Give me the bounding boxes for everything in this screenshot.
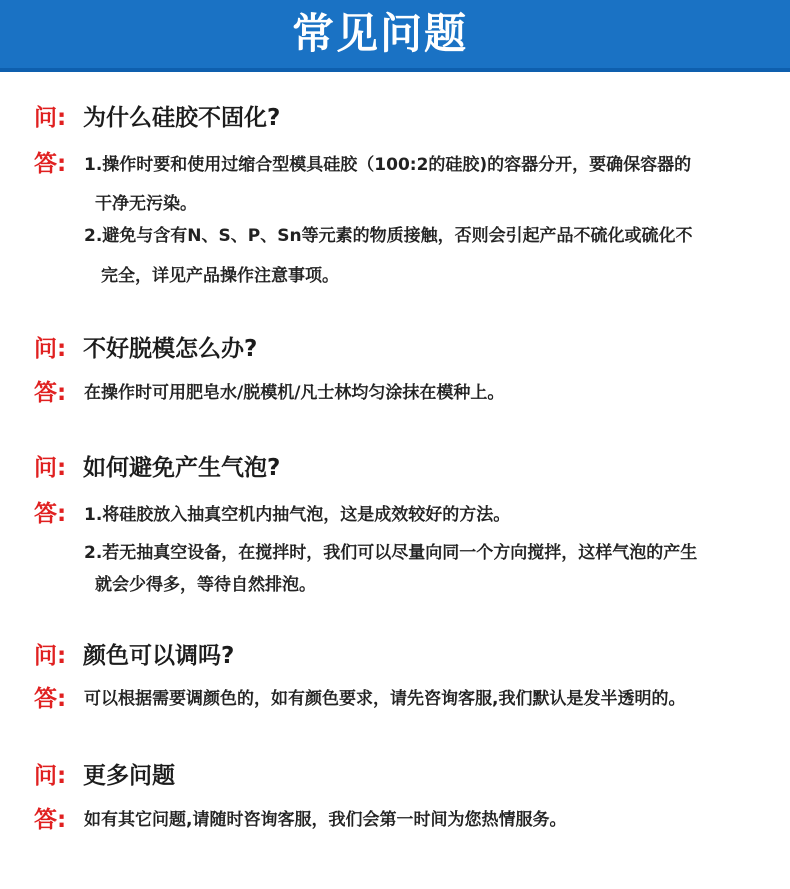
- question-label: 问:: [34, 336, 67, 362]
- answer-label: 答:: [34, 686, 67, 712]
- question-label: 问:: [34, 763, 67, 789]
- answer-line: 2.若无抽真空设备，在搅拌时，我们可以尽量向同一个方向搅拌，这样气泡的产生: [84, 543, 698, 563]
- answer-label: 答:: [34, 151, 67, 177]
- answer-line: 干净无污染。: [95, 194, 197, 214]
- answer-line: 在操作时可用肥皂水/脱模机/凡士林均匀涂抹在模种上。: [84, 383, 505, 403]
- page-header: [0, 0, 790, 72]
- answer-label: 答:: [34, 380, 67, 406]
- question-label: 问:: [34, 643, 67, 669]
- answer-line: 可以根据需要调颜色的，如有颜色要求，请先咨询客服,我们默认是发半透明的。: [84, 689, 686, 709]
- question-text: 颜色可以调吗?: [83, 643, 235, 669]
- answer-label: 答:: [34, 501, 67, 527]
- answer-line: 就会少得多，等待自然排泡。: [95, 575, 316, 595]
- answer-line: 1.将硅胶放入抽真空机内抽气泡，这是成效较好的方法。: [84, 505, 511, 525]
- answer-label: 答:: [34, 807, 67, 833]
- page-title: 常见问题: [291, 9, 468, 58]
- question-text: 更多问题: [83, 763, 175, 789]
- answer-line: 2.避免与含有N、S、P、Sn等元素的物质接触，否则会引起产品不硫化或硫化不: [84, 226, 693, 246]
- answer-line: 如有其它问题,请随时咨询客服，我们会第一时间为您热情服务。: [84, 810, 567, 830]
- question-text: 如何避免产生气泡?: [83, 455, 281, 481]
- question-label: 问:: [34, 455, 67, 481]
- question-text: 为什么硅胶不固化?: [83, 105, 281, 131]
- answer-line: 1.操作时要和使用过缩合型模具硅胶（100:2的硅胶)的容器分开，要确保容器的: [84, 155, 692, 175]
- question-label: 问:: [34, 105, 67, 131]
- answer-line: 完全，详见产品操作注意事项。: [101, 266, 339, 286]
- question-text: 不好脱模怎么办?: [83, 336, 258, 362]
